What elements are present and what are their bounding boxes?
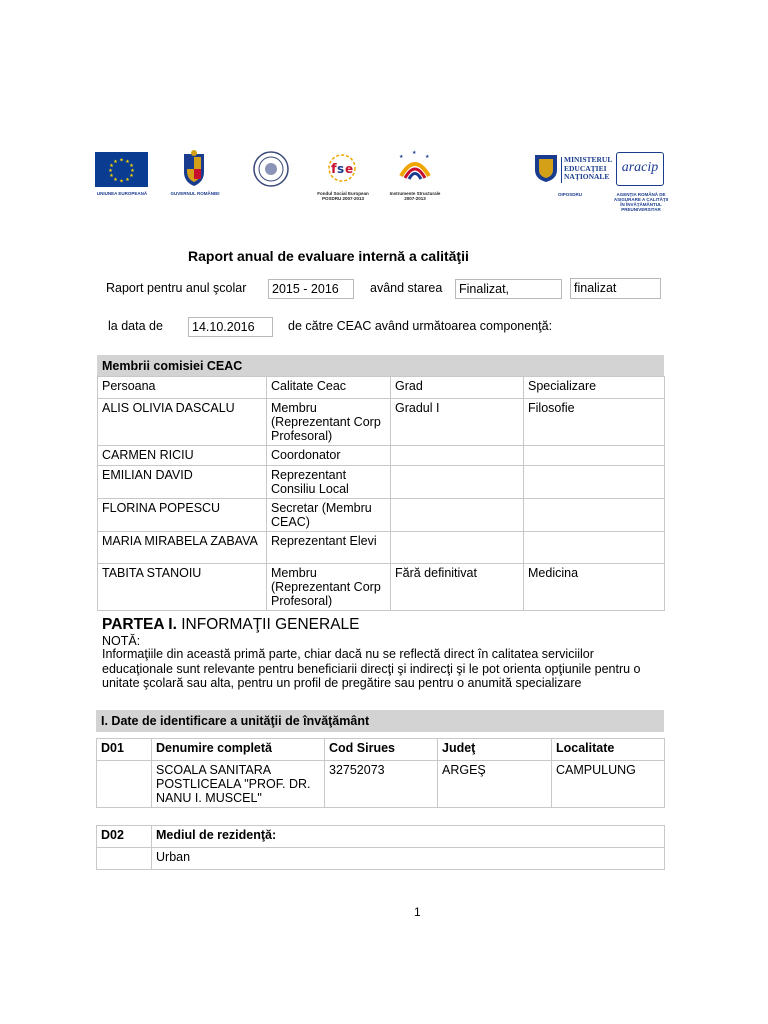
- aracip-logo: [616, 152, 664, 186]
- d01-empty-cell: [97, 761, 152, 808]
- state-field-2[interactable]: finalizat: [570, 278, 661, 299]
- table-row: [98, 564, 665, 611]
- cell-grad: [391, 499, 524, 532]
- svg-text:★: ★: [109, 173, 114, 179]
- ministry-name-line-1: MINISTERUL: [564, 155, 613, 164]
- svg-text:e: e: [345, 162, 354, 176]
- column-header-grad: Grad: [391, 377, 524, 399]
- cell-calitate: Reprezentant Consiliu Local: [267, 466, 391, 499]
- cell-calitate: Secretar (Membru CEAC): [267, 499, 391, 532]
- d01-value-row: [97, 761, 665, 808]
- cell-persoana: EMILIAN DAVID: [98, 466, 267, 499]
- svg-text:★: ★: [119, 157, 124, 164]
- svg-text:★: ★: [125, 159, 130, 165]
- ceac-column-headers: [98, 377, 665, 399]
- svg-text:★: ★: [113, 177, 118, 183]
- column-header-localitate: Localitate: [552, 739, 665, 761]
- cell-specializare: [524, 446, 665, 466]
- cell-grad: [391, 446, 524, 466]
- note-label: NOTĂ:: [102, 634, 141, 648]
- ministry-name-line-3: NAŢIONALE: [564, 172, 610, 181]
- table-row: [98, 466, 665, 499]
- d02-label: Mediul de rezidenţă:: [152, 826, 665, 848]
- ministry-name-line-2: EDUCAŢIEI: [564, 163, 607, 173]
- cell-denumire: SCOALA SANITARA POSTLICEALA "PROF. DR. NANU I. MUSCEL": [152, 761, 325, 808]
- eu-flag-icon: [95, 152, 148, 187]
- school-year-label: Raport pentru anul şcolar: [106, 281, 247, 295]
- is-caption-2: 2007-2013: [404, 196, 426, 201]
- ministry-name: [564, 156, 612, 182]
- fse-caption-2: POSDRU 2007-2013: [321, 196, 365, 201]
- cell-judet: ARGEŞ: [438, 761, 552, 808]
- d02-empty-cell: [97, 848, 152, 870]
- ceac-table: [97, 376, 665, 611]
- ceac-header: Membrii comisiei CEAC: [97, 355, 664, 377]
- cell-calitate: Coordonator: [267, 446, 391, 466]
- column-header-judet: Judeţ: [438, 739, 552, 761]
- aracip-caption-1: AGENŢIA ROMÂNĂ DE: [616, 192, 666, 197]
- page-number: 1: [414, 905, 421, 919]
- ministry-divider: [561, 157, 562, 183]
- cell-grad: Gradul I: [391, 399, 524, 446]
- d01-code: D01: [97, 739, 152, 761]
- table-row: [98, 446, 665, 466]
- aracip-caption-3: ÎN ÎNVĂŢĂMÂNTUL: [620, 202, 662, 207]
- svg-text:★: ★: [425, 154, 430, 160]
- gov-caption: GUVERNUL ROMÂNIEI: [170, 191, 220, 196]
- svg-text:★: ★: [125, 177, 130, 183]
- aracip-caption-2: ASIGURARE A CALITĂŢII: [613, 197, 669, 202]
- svg-text:★: ★: [113, 159, 118, 165]
- fse-caption-1: Fondul Social European: [317, 191, 369, 196]
- fse-logo-icon: [325, 151, 359, 185]
- school-year-field[interactable]: 2015 - 2016: [268, 279, 354, 299]
- cell-localitate: CAMPULUNG: [552, 761, 665, 808]
- cell-specializare: [524, 532, 665, 564]
- cell-specializare: Filosofie: [524, 399, 665, 446]
- svg-text:f: f: [331, 162, 337, 177]
- cell-persoana: ALIS OLIVIA DASCALU: [98, 399, 267, 446]
- d02-code: D02: [97, 826, 152, 848]
- cell-grad: [391, 532, 524, 564]
- svg-text:★: ★: [412, 150, 417, 156]
- cell-specializare: [524, 466, 665, 499]
- cell-persoana: FLORINA POPESCU: [98, 499, 267, 532]
- state-field[interactable]: Finalizat,: [455, 279, 562, 299]
- column-header-calitate: Calitate Ceac: [267, 377, 391, 399]
- svg-text:s: s: [337, 162, 345, 176]
- table-row: [98, 499, 665, 532]
- d01-table: [96, 738, 665, 808]
- d01-header-row: [97, 739, 665, 761]
- seal-icon: [252, 150, 290, 188]
- cell-mediu-rezidenta: Urban: [152, 848, 665, 870]
- d02-header-row: [97, 826, 665, 848]
- coat-of-arms-icon: [180, 150, 208, 188]
- is-caption-1: Instrumente Structurale: [389, 191, 441, 196]
- identification-header: I. Date de identificare a unităţii de învăţământ: [96, 710, 664, 732]
- cell-calitate: Reprezentant Elevi: [267, 532, 391, 564]
- aracip-caption-4: PREUNIVERSITAR: [621, 207, 661, 212]
- svg-text:★: ★: [129, 173, 134, 179]
- part1-heading-rest: INFORMAŢII GENERALE: [181, 616, 360, 633]
- date-field[interactable]: 14.10.2016: [188, 317, 273, 337]
- cell-cod-sirues: 32752073: [325, 761, 438, 808]
- date-suffix: de către CEAC având următoarea componenţă:: [288, 319, 553, 333]
- cell-calitate: Membru (Reprezentant Corp Profesoral): [267, 399, 391, 446]
- date-label: la data de: [108, 319, 163, 333]
- part1-heading-bold: PARTEA I.: [102, 616, 177, 633]
- cell-grad: [391, 466, 524, 499]
- page-title: Raport anual de evaluare internă a calităţii: [188, 248, 469, 264]
- aracip-logo-text: aracip: [621, 160, 659, 175]
- structural-instruments-icon: [395, 148, 435, 188]
- cell-persoana: TABITA STANOIU: [98, 564, 267, 611]
- cell-calitate: Membru (Reprezentant Corp Profesoral): [267, 564, 391, 611]
- part1-heading: [102, 616, 360, 634]
- svg-text:★: ★: [109, 163, 114, 169]
- table-row: [98, 532, 665, 564]
- table-row: [98, 399, 665, 446]
- note-text: Informaţiile din această primă parte, chiar dacă nu se reflectă direct în calitatea serviciilor educaţionale sunt relevante pentru beneficiarii direcţi şi indirecţi şi le pot orienta opţiunile pentru o unitate şcolară sau alta, pentru un profil de pregătire sau pentru o anumită specializare: [102, 647, 641, 690]
- cell-persoana: CARMEN RICIU: [98, 446, 267, 466]
- d02-value-row: [97, 848, 665, 870]
- svg-text:★: ★: [129, 163, 134, 169]
- svg-text:★: ★: [108, 168, 113, 174]
- d02-table: [96, 825, 665, 870]
- ministry-crest-icon: [532, 152, 560, 184]
- state-label: având starea: [370, 281, 443, 295]
- ministry-caption: OIPOSDRU: [557, 192, 582, 197]
- column-header-persoana: Persoana: [98, 377, 267, 399]
- svg-text:★: ★: [130, 168, 135, 174]
- column-header-specializare: Specializare: [524, 377, 665, 399]
- eu-caption: UNIUNEA EUROPEANĂ: [96, 191, 148, 196]
- svg-text:★: ★: [399, 154, 404, 160]
- cell-persoana: MARIA MIRABELA ZABAVA: [98, 532, 267, 564]
- cell-specializare: [524, 499, 665, 532]
- svg-text:★: ★: [119, 178, 124, 185]
- cell-specializare: Medicina: [524, 564, 665, 611]
- column-header-denumire: Denumire completă: [152, 739, 325, 761]
- cell-grad: Fără definitivat: [391, 564, 524, 611]
- column-header-cod-sirues: Cod Sirues: [325, 739, 438, 761]
